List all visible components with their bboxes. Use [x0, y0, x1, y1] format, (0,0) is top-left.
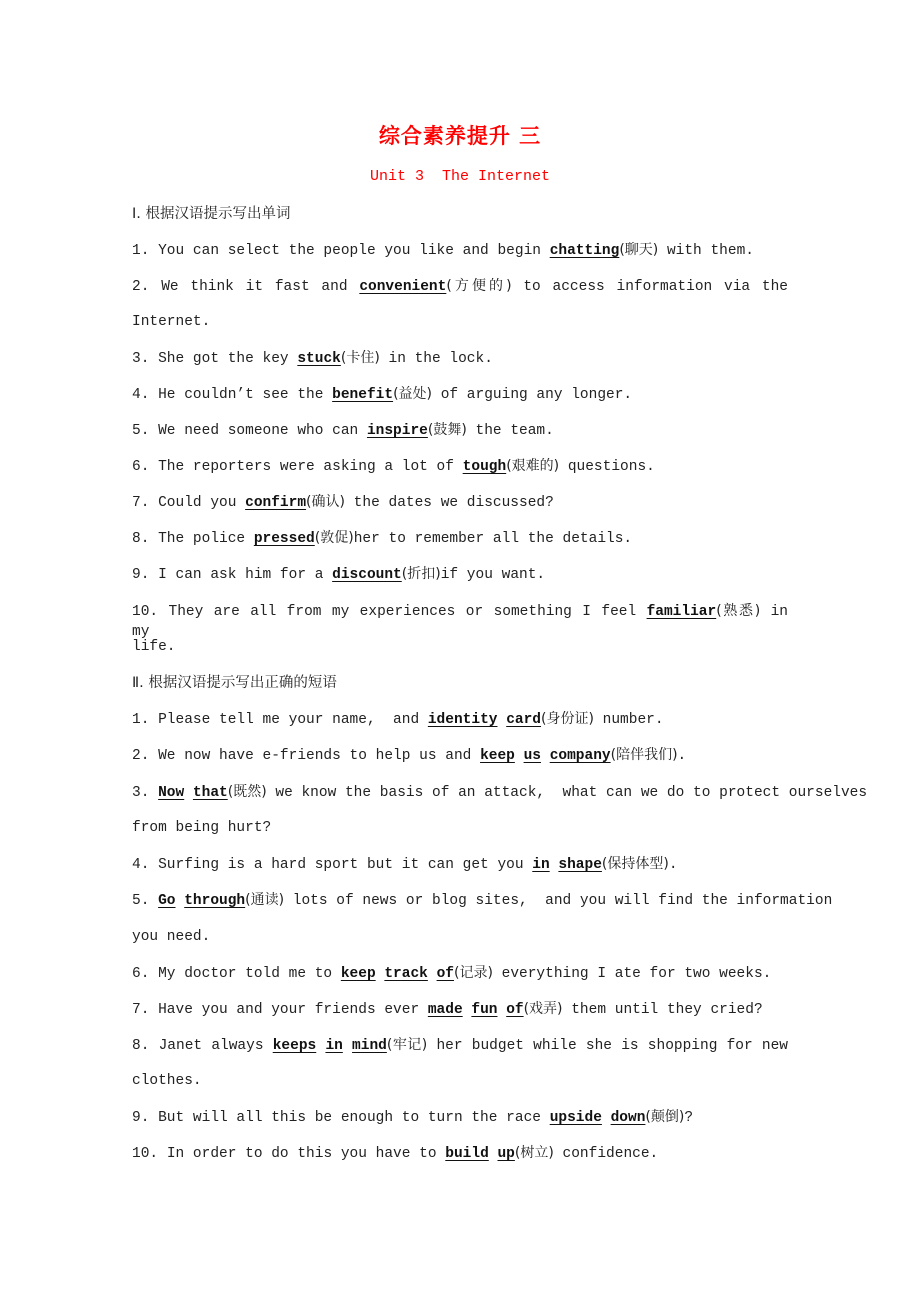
section-1-heading: Ⅰ. 根据汉语提示写出单词: [132, 206, 291, 222]
s2-item-5: 5. Go through(通读) lots of news or blog sites, and you will find the information: [132, 892, 833, 909]
s1-item-8: 8. The police pressed(敦促)her to remember all the details.: [132, 530, 633, 547]
s2-item-5-cont: you need.: [132, 929, 211, 945]
s2-item-10: 10. In order to do this you have to build up(树立) confidence.: [132, 1145, 659, 1162]
answer: discount: [332, 567, 402, 583]
s2-item-3-cont: from being hurt?: [132, 820, 272, 836]
s1-item-2: 2. We think it fast and convenient(方便的) to access information via the: [132, 278, 788, 295]
answer: benefit: [332, 387, 394, 403]
s2-item-1: 1. Please tell me your name, and identity card(身份证) number.: [132, 711, 664, 728]
page-title: 综合素养提升 三: [378, 124, 542, 148]
s2-item-2: 2. We now have e-friends to help us and keep us company(陪伴我们).: [132, 747, 687, 764]
s1-item-3: 3. She got the key stuck(卡住) in the lock.: [132, 350, 493, 367]
s1-item-5: 5. We need someone who can inspire(鼓舞) the team.: [132, 422, 554, 439]
answer: pressed: [253, 531, 315, 547]
s2-item-8: 8. Janet always keeps in mind(牢记) her budget while she is shopping for new: [132, 1037, 789, 1054]
s2-item-6: 6. My doctor told me to keep track of(记录) everything I ate for two weeks.: [132, 965, 772, 982]
s2-item-8-cont: clothes.: [132, 1073, 202, 1089]
answer: confirm: [245, 495, 307, 511]
s1-item-1: 1. You can select the people you like and begin chatting(聊天) with them.: [132, 242, 754, 259]
unit-subtitle: Unit 3 The Internet: [369, 168, 551, 185]
s2-item-3: 3. Now that(既然) we know the basis of an attack, what can we do to protect ourselves: [132, 784, 868, 801]
s1-item-7: 7. Could you confirm(确认) the dates we discussed?: [132, 494, 554, 511]
s1-item-2-cont: Internet.: [132, 314, 211, 330]
s2-item-7: 7. Have you and your friends ever made fun of(戏弄) them until they cried?: [132, 1001, 763, 1018]
answer: chatting: [549, 243, 620, 259]
answer: stuck: [297, 351, 341, 367]
answer: tough: [462, 459, 507, 475]
s1-item-6: 6. The reporters were asking a lot of tough(艰难的) questions.: [132, 458, 655, 475]
answer: convenient: [359, 279, 447, 295]
section-2-heading: Ⅱ. 根据汉语提示写出正确的短语: [132, 675, 337, 691]
s2-item-9: 9. But will all this be enough to turn the race upside down(颠倒)?: [132, 1109, 694, 1126]
answer: familiar: [646, 604, 717, 620]
s2-item-4: 4. Surfing is a hard sport but it can get you in shape(保持体型).: [132, 856, 678, 873]
s1-item-9: 9. I can ask him for a discount(折扣)if you want.: [132, 566, 546, 583]
s1-item-10: 10. They are all from my experiences or something I feel familiar(熟悉) in my: [132, 603, 788, 640]
answer: inspire: [366, 423, 428, 439]
s1-item-4: 4. He couldn’t see the benefit(益处) of arguing any longer.: [132, 386, 633, 403]
s1-item-10-cont: life.: [132, 639, 176, 655]
